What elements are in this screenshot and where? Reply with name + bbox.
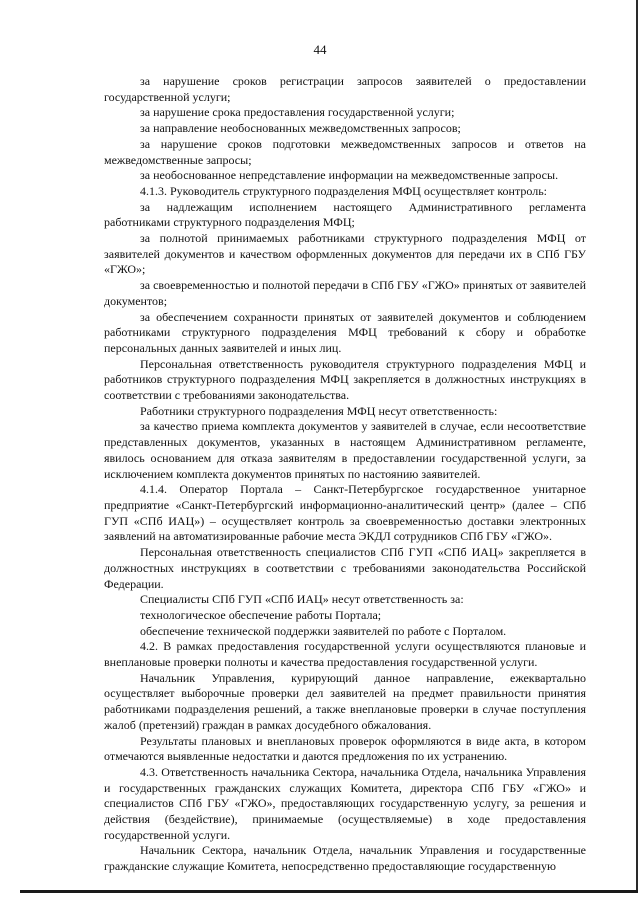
paragraph: Персональная ответственность руководителя структурного подразделения МФЦ и работников структурного подразделения МФЦ закрепляется в должностных инструкциях в соответствии с требованиями законодательства. [104, 356, 586, 403]
paragraph: за качество приема комплекта документов у заявителей в случае, если несоответствие представленных документов, указанных в настоящем Административном регламенте, явилось основанием для отказа заявителям в предоставлении государственной услуги, за исключением комплекта документов принятых по настоянию заявителей. [104, 419, 586, 481]
paragraph: Работники структурного подразделения МФЦ несут ответственность: [140, 403, 498, 418]
paragraph: Специалисты СПб ГУП «СПб ИАЦ» несут ответственность за: [140, 592, 464, 607]
paragraph: за обеспечением сохранности принятых от заявителей документов и соблюдением работниками структурного подразделения МФЦ требований к сбору и обработке персональных данных заявителей и иных лиц. [104, 309, 586, 355]
paragraph: за полнотой принимаемых работниками структурного подразделения МФЦ от заявителей документов и качеством оформленных документов для передачи их в СПб ГБУ «ГЖО»; [104, 231, 586, 277]
paragraph: технологическое обеспечение работы Портала; [140, 607, 382, 622]
paragraph: Начальник Управления, курирующий данное направление, ежеквартально осуществляет выборочные проверки дел заявителей на предмет правильности принятия работниками подразделения решений, а также внеплановые проверки в случае поступления жалоб (претензий) граждан в рамках досудебного обжалования. [104, 670, 586, 732]
scan-edge-bottom [20, 890, 638, 893]
paragraph: за необоснованное непредставление информации на межведомственные запросы. [140, 168, 559, 183]
paragraph: за направление необоснованных межведомственных запросов; [140, 121, 461, 136]
paragraph: за нарушение сроков подготовки межведомственных запросов и ответов на межведомственные запросы; [104, 136, 586, 167]
paragraph: обеспечение технической поддержки заявителей по работе с Порталом. [140, 623, 507, 638]
paragraph: Персональная ответственность специалистов СПб ГУП «СПб ИАЦ» закрепляется в должностных инструкциях в соответствии с требованиями законодательства Российской Федерации. [104, 545, 586, 591]
paragraph: за своевременностью и полнотой передачи в СПб ГБУ «ГЖО» принятых от заявителей документов; [104, 278, 586, 308]
paragraph: Начальник Сектора, начальник Отдела, начальник Управления и государственные гражданские служащие Комитета, непосредственно предоставляющие государственную [104, 843, 586, 874]
scan-edge-right [636, 0, 638, 893]
paragraph: Результаты плановых и внеплановых проверок оформляются в виде акта, в котором отмечаются выявленные недостатки и даются предложения по их устранению. [104, 733, 586, 764]
paragraph: 4.3. Ответственность начальника Сектора, начальника Отдела, начальника Управления и государственных гражданских служащих Комитета, директора СПб ГБУ «ГЖО» и специалистов СПб ГБУ «ГЖО», предоставляющих государственную услугу, за решения и действия (бездействие), принимаемые (осуществляемые) в ходе предоставления государственной услуги. [104, 764, 586, 842]
page-number: 44 [313, 42, 327, 57]
paragraph: за нарушение сроков регистрации запросов заявителей о предоставлении государственной услуги; [104, 74, 586, 104]
paragraph: 4.1.3. Руководитель структурного подразделения МФЦ осуществляет контроль: [140, 183, 548, 198]
paragraph: за надлежащим исполнением настоящего Административного регламента работниками структурного подразделения МФЦ; [104, 199, 586, 230]
paragraph: за нарушение срока предоставления государственной услуги; [140, 105, 455, 120]
paragraph: 4.1.4. Оператор Портала – Санкт-Петербургское государственное унитарное предприятие «Санкт-Петербургский информационно-аналитический центр» (далее – СПб ГУП «СПб ИАЦ») – осуществляет контроль за своевременностью доставки электронных заявлений на автоматизированные рабочие места ЭКДЛ сотрудников СПб ГБУ «ГЖО». [104, 482, 586, 544]
document-body [104, 74, 586, 875]
paragraph: 4.2. В рамках предоставления государственной услуги осуществляются плановые и внеплановые проверки полноты и качества предоставления государственной услуги. [104, 639, 586, 670]
